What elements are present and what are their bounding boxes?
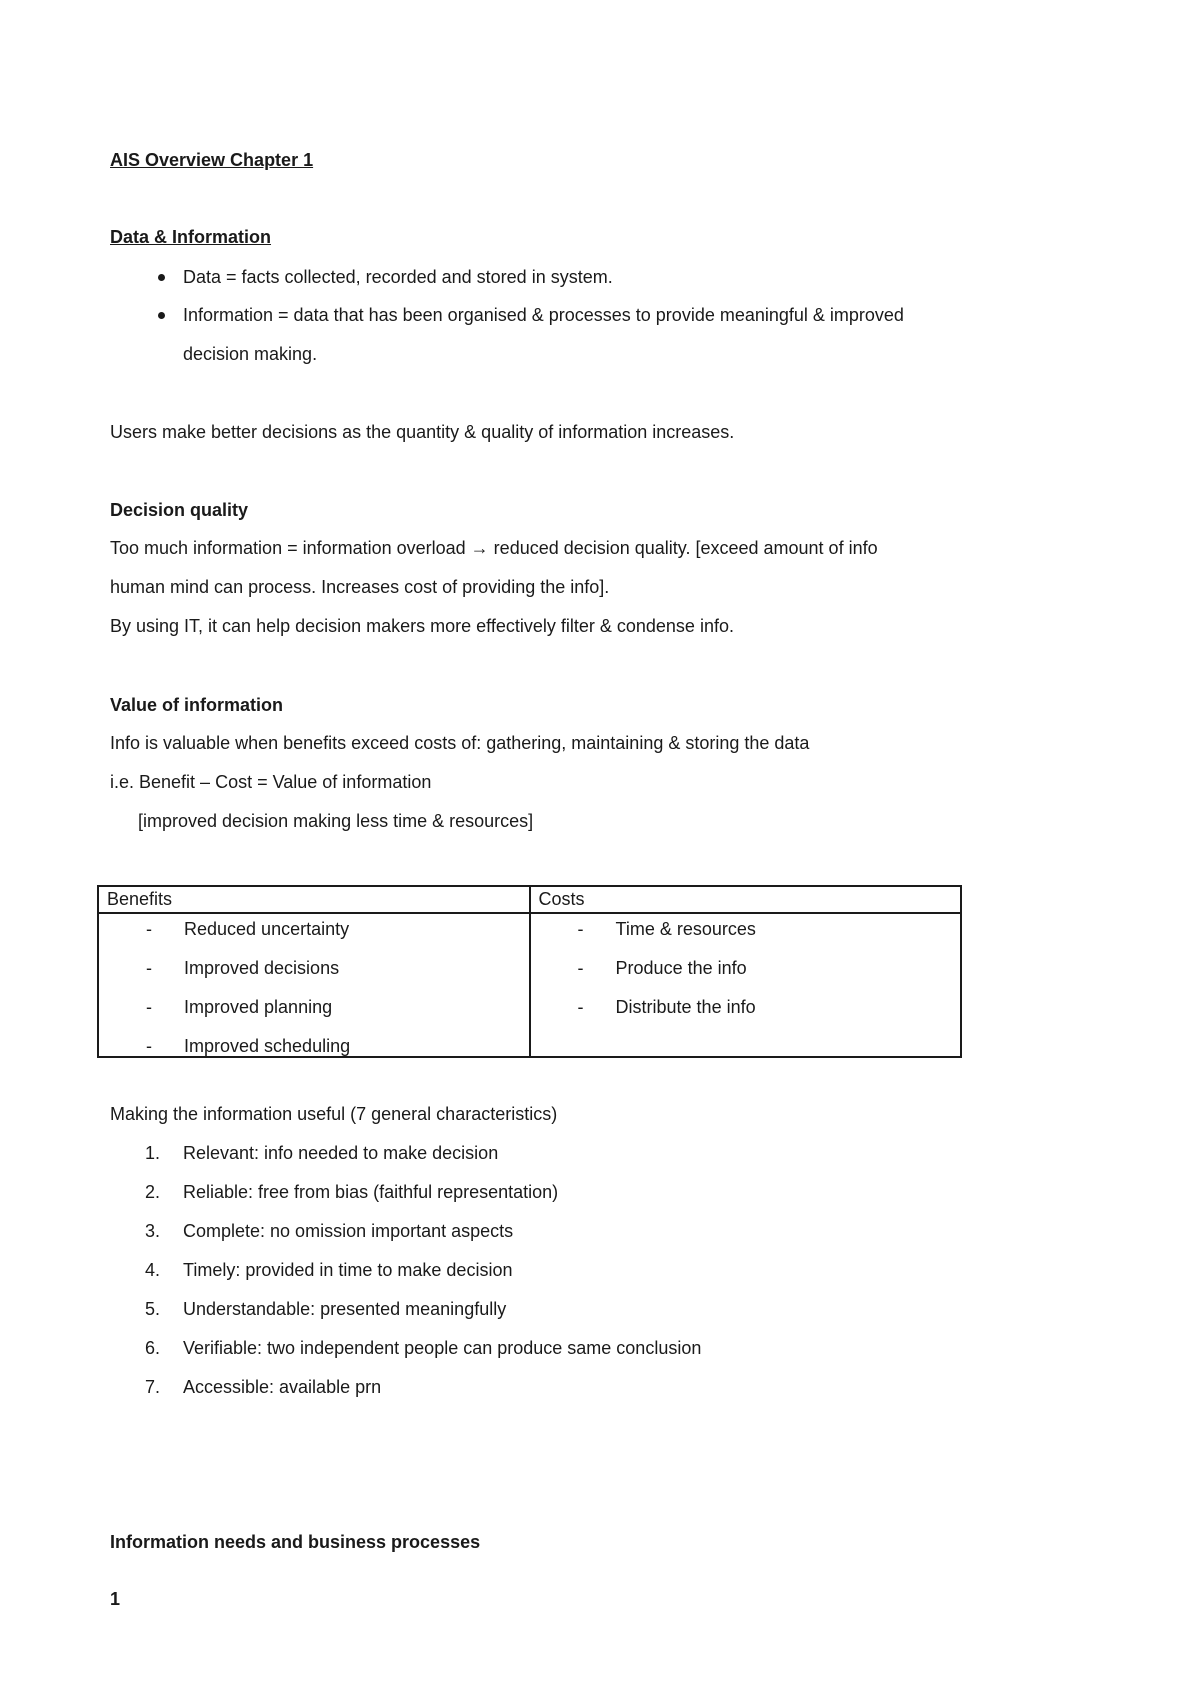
item-text: Relevant: info needed to make decision: [183, 1143, 499, 1163]
paragraph-line: human mind can process. Increases cost of providing the info].: [110, 577, 610, 597]
benefit-text: Improved decisions: [184, 958, 340, 978]
item-text: Timely: provided in time to make decision: [183, 1260, 513, 1280]
bullet-text: Data = facts collected, recorded and stored in system.: [183, 267, 613, 287]
list-item: [531, 992, 960, 1031]
item-number: 4.: [144, 1260, 160, 1280]
list-item: [99, 914, 529, 953]
paragraph-line: By using IT, it can help decision makers more effectively filter & condense info.: [110, 616, 734, 636]
item-text: Reliable: free from bias (faithful representation): [183, 1182, 559, 1202]
item-number: 5.: [144, 1299, 160, 1319]
list-item: [99, 1031, 529, 1056]
list-item: [99, 953, 529, 992]
bullet-text: Information = data that has been organised & processes to provide meaningful & improved: [183, 305, 904, 325]
section-heading-decision-quality: Decision quality: [110, 500, 249, 520]
benefits-costs-table: [97, 885, 962, 1058]
list-item: [531, 914, 960, 953]
dash: -: [577, 958, 584, 978]
list-item: [531, 953, 960, 992]
paragraph-line: [improved decision making less time & resources]: [138, 811, 534, 831]
costs-cell: [530, 913, 961, 1057]
section-heading-information-needs: Information needs and business processes: [110, 1532, 481, 1552]
dash: -: [577, 997, 584, 1017]
paragraph-line: Info is valuable when benefits exceed costs of: gathering, maintaining & storing the data: [110, 733, 810, 753]
dash: -: [146, 958, 152, 978]
benefit-text: Improved scheduling: [184, 1036, 351, 1056]
benefit-text: Improved planning: [184, 997, 333, 1017]
item-number: 2.: [144, 1182, 160, 1202]
useful-intro: Making the information useful (7 general characteristics): [110, 1104, 558, 1124]
item-text: Understandable: presented meaningfully: [183, 1299, 507, 1319]
section-heading-data-information: Data & Information: [110, 227, 272, 247]
paragraph-line: Too much information = information overload → reduced decision quality. [exceed amount of info: [110, 538, 878, 558]
page-title: AIS Overview Chapter 1: [110, 150, 314, 170]
cost-text: Time & resources: [615, 919, 756, 939]
dash: -: [146, 997, 152, 1017]
item-number: 3.: [144, 1221, 160, 1241]
benefit-text: Reduced uncertainty: [184, 919, 350, 939]
cost-text: Distribute the info: [615, 997, 756, 1017]
paragraph-line: i.e. Benefit – Cost = Value of information: [110, 772, 432, 792]
table-row: [98, 913, 961, 1057]
dash: -: [146, 919, 152, 939]
item-text: Complete: no omission important aspects: [183, 1221, 514, 1241]
bullet-text-continuation: decision making.: [183, 344, 318, 364]
cost-text: Produce the info: [615, 958, 747, 978]
bullet-icon: [158, 312, 165, 319]
item-number: 1.: [144, 1143, 160, 1163]
item-number: 7.: [144, 1377, 160, 1397]
bullet-icon: [158, 274, 165, 281]
item-text: Accessible: available prn: [183, 1377, 382, 1397]
dash: -: [577, 919, 584, 939]
table-header-benefits: Benefits: [98, 886, 530, 913]
table-header-row: [98, 886, 961, 913]
table-header-costs: Costs: [530, 886, 961, 913]
item-text: Verifiable: two independent people can produce same conclusion: [183, 1338, 702, 1358]
dash: -: [146, 1036, 152, 1056]
page-number: 1: [110, 1589, 121, 1609]
item-number: 6.: [144, 1338, 160, 1358]
section-heading-value-of-information: Value of information: [110, 695, 284, 715]
benefits-cell: [98, 913, 530, 1057]
list-item: [99, 992, 529, 1031]
paragraph-users: Users make better decisions as the quantity & quality of information increases.: [110, 422, 735, 442]
